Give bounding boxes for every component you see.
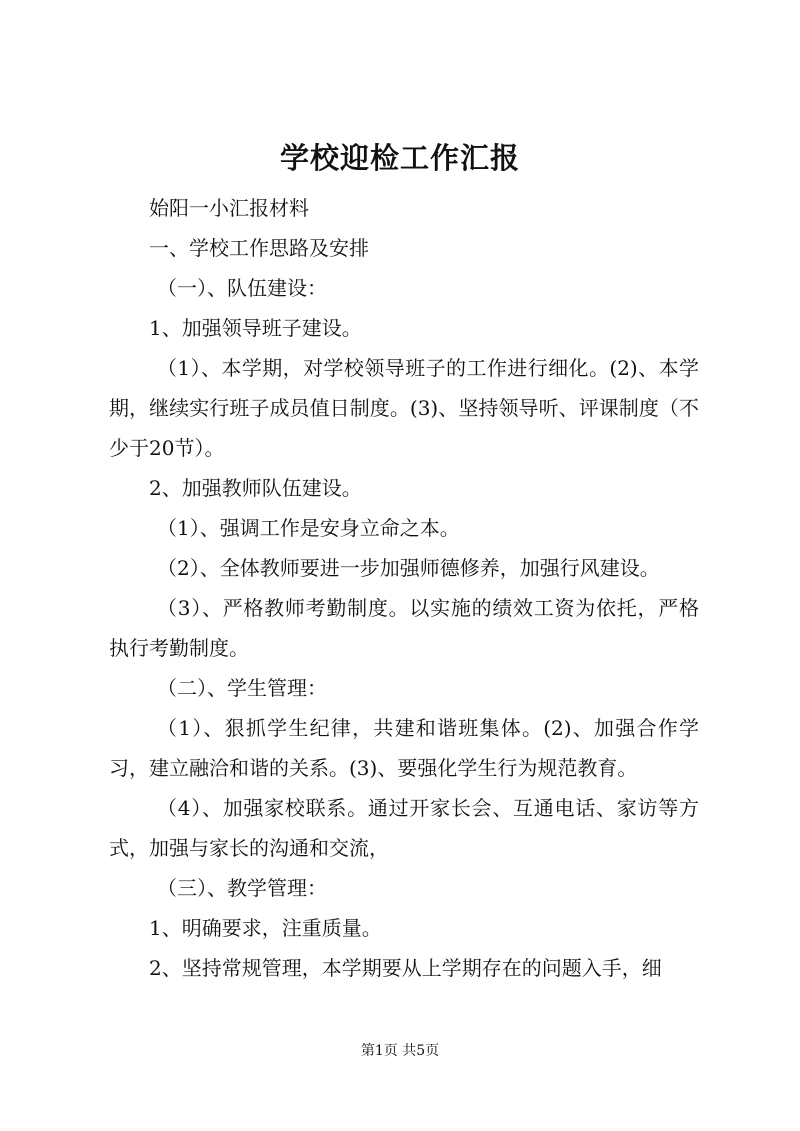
paragraph: （二）、学生管理： — [157, 676, 327, 700]
paragraph: （1）、强调工作是安身立命之本。 — [157, 516, 460, 540]
paragraph: （4）、加强家校联系。通过开家长会、互通电话、家访等方式，加强与家长的沟通和交流， — [109, 796, 699, 860]
document-title: 学校迎检工作汇报 — [279, 141, 520, 175]
paragraph: 一、学校工作思路及安排 — [149, 236, 369, 260]
paragraph: 2、坚持常规管理，本学期要从上学期存在的问题入手，细 — [149, 956, 662, 980]
paragraph: （一）、队伍建设： — [157, 276, 327, 300]
paragraph: 1、加强领导班子建设。 — [149, 316, 362, 340]
paragraph: 1、明确要求，注重质量。 — [149, 916, 382, 940]
paragraph: （3）、严格教师考勤制度。以实施的绩效工资为依托，严格执行考勤制度。 — [109, 596, 699, 660]
paragraph: （1）、狠抓学生纪律，共建和谐班集体。(2)、加强合作学习，建立融洽和谐的关系。(3)、要强化学生行为规范教育。 — [109, 716, 699, 780]
page-footer: 第1页 共5页 — [360, 1043, 440, 1059]
paragraph: 2、加强教师队伍建设。 — [149, 476, 362, 500]
paragraph: （1）、本学期，对学校领导班子的工作进行细化。(2)、本学期，继续实行班子成员值日制度。(3)、坚持领导听、评课制度（不少于20节）。 — [109, 356, 699, 460]
document-body — [109, 188, 699, 988]
paragraph: 始阳一小汇报材料 — [149, 196, 309, 220]
paragraph: （三）、教学管理： — [157, 876, 327, 900]
paragraph: （2）、全体教师要进一步加强师德修养，加强行风建设。 — [157, 556, 660, 580]
